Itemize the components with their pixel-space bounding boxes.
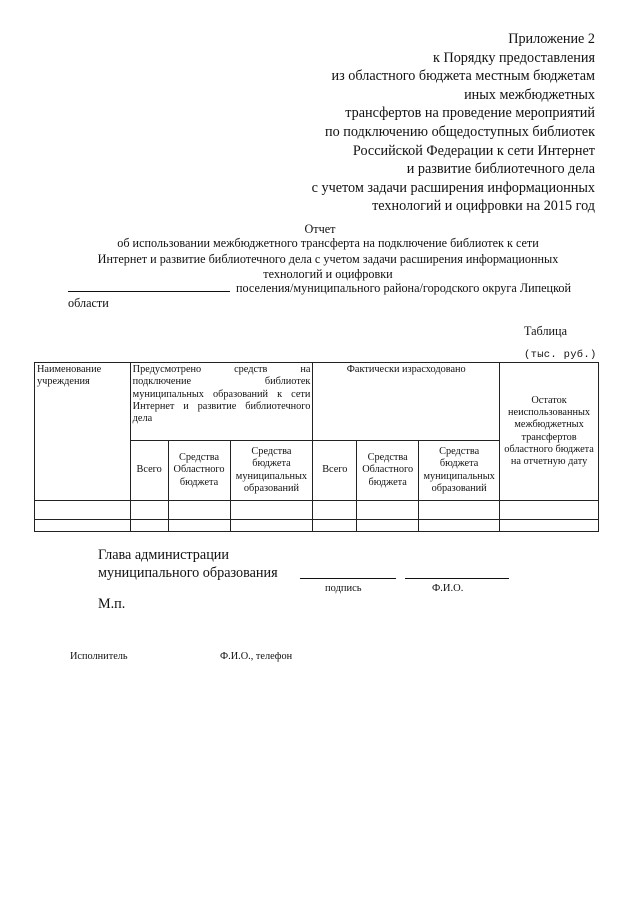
table-cell[interactable] bbox=[357, 501, 419, 520]
subtitle-line: об использовании межбюджетного трансферта на подключение библиотек к сети bbox=[117, 236, 539, 250]
name-field[interactable] bbox=[405, 578, 509, 579]
signature-caption: подпись bbox=[325, 583, 362, 594]
table-cell[interactable] bbox=[357, 520, 419, 532]
settlement-text-end: области bbox=[68, 296, 109, 310]
table-cell[interactable] bbox=[419, 501, 500, 520]
appendix-line: и развитие библиотечного дела bbox=[406, 161, 595, 178]
table-cell[interactable] bbox=[130, 501, 168, 520]
table-row bbox=[35, 501, 599, 520]
appendix-line: иных межбюджетных bbox=[464, 86, 595, 103]
settlement-line bbox=[68, 279, 596, 297]
table-cell[interactable] bbox=[230, 501, 313, 520]
appendix-line: по подключению общедоступных библиотек bbox=[325, 123, 595, 140]
table-cell[interactable] bbox=[230, 520, 313, 532]
header-planned-regional: Средства Областного бюджета bbox=[168, 441, 230, 501]
signature-field[interactable] bbox=[300, 578, 396, 579]
table-cell[interactable] bbox=[313, 520, 357, 532]
table-cell[interactable] bbox=[500, 501, 599, 520]
executor-label: Исполнитель bbox=[70, 651, 128, 662]
table-row bbox=[35, 520, 599, 532]
table-cell[interactable] bbox=[419, 520, 500, 532]
header-planned-municipal: Средства бюджета муниципальных образований bbox=[230, 441, 313, 501]
appendix-header bbox=[312, 30, 595, 216]
header-actual-municipal: Средства бюджета муниципальных образований bbox=[419, 441, 500, 501]
subtitle-line: Интернет и развитие библиотечного дела с учетом задачи расширения информационных bbox=[97, 251, 559, 266]
signature-title-line1: Глава администрации bbox=[98, 547, 229, 563]
appendix-line: технологий и оцифровки на 2015 год bbox=[372, 198, 595, 215]
header-institution-name: Наименование учреждения bbox=[35, 363, 131, 501]
appendix-line: Российской Федерации к сети Интернет bbox=[352, 142, 595, 159]
appendix-line: из областного бюджета местным бюджетам bbox=[331, 68, 595, 85]
appendix-line: трансфертов на проведение мероприятий bbox=[345, 105, 595, 122]
subtitle-line: технологий и оцифровки bbox=[263, 267, 393, 281]
name-caption: Ф.И.О. bbox=[432, 583, 464, 594]
table-cell[interactable] bbox=[313, 501, 357, 520]
header-actual-total: Всего bbox=[313, 441, 357, 501]
appendix-line: с учетом задачи расширения информационных bbox=[311, 179, 595, 196]
header-actual-regional: Средства Областного бюджета bbox=[357, 441, 419, 501]
table-cell[interactable] bbox=[168, 501, 230, 520]
report-subtitle bbox=[68, 236, 588, 283]
table-cell[interactable] bbox=[35, 501, 131, 520]
stamp-label: М.п. bbox=[98, 596, 126, 612]
executor-info: Ф.И.О., телефон bbox=[220, 651, 293, 662]
appendix-line: к Порядку предоставления bbox=[433, 49, 595, 66]
settlement-blank-field[interactable] bbox=[68, 279, 230, 292]
appendix-line: Приложение 2 bbox=[508, 31, 595, 47]
header-remainder: Остаток неиспользованных межбюджетных трансфертов областного бюджета на отчетную дату bbox=[500, 363, 599, 501]
settlement-text: поселения/муниципального района/городского округа Липецкой bbox=[236, 281, 571, 295]
report-title: Отчет bbox=[304, 222, 336, 236]
table-cell[interactable] bbox=[130, 520, 168, 532]
table-cell[interactable] bbox=[500, 520, 599, 532]
table-cell[interactable] bbox=[35, 520, 131, 532]
table-cell[interactable] bbox=[168, 520, 230, 532]
header-planned-total: Всего bbox=[130, 441, 168, 501]
header-actual: Фактически израсходовано bbox=[313, 363, 500, 441]
table-label: Таблица bbox=[524, 324, 567, 338]
signature-title-line2: муниципального образования bbox=[98, 565, 278, 581]
report-table bbox=[34, 362, 599, 532]
signature-block bbox=[98, 546, 278, 582]
header-planned: Предусмотрено средств на подключение библиотек муниципальных образований к сети Интернет и развитие библиотечного дела bbox=[130, 363, 313, 441]
units-label: (тыс. руб.) bbox=[524, 349, 597, 361]
